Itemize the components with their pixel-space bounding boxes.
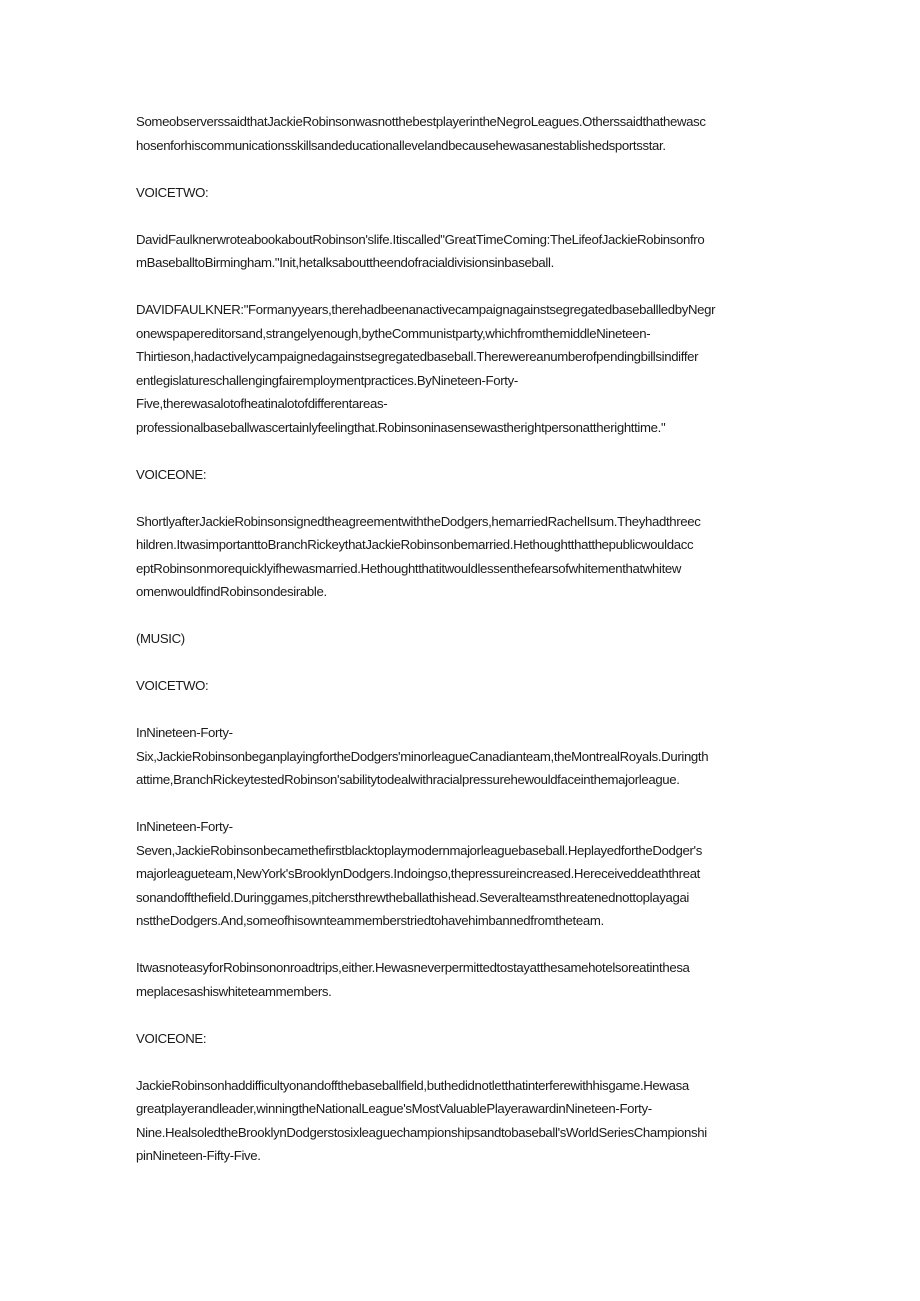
speaker-label [136,181,784,205]
speaker-label [136,674,784,698]
text-line: eptRobinsonmorequicklyifhewasmarried.Hethoughtthatitwouldlessenthefearsofwhitementhatwhitew [136,560,682,576]
text-line: meplacesashiswhiteteammembers. [136,983,332,999]
text-line: onewspapereditorsand,strangelyenough,bytheCommunistparty,whichfromthemiddleNineteen- [136,325,651,341]
speaker-label [136,463,784,487]
text-line: (MUSIC) [136,631,185,646]
text-line: VOICEONE: [136,1030,207,1046]
paragraph [136,228,784,275]
paragraph [136,510,784,604]
text-line: pinNineteen-Fifty-Five. [136,1148,261,1163]
text-line: VOICETWO: [136,678,209,693]
text-line: professionalbaseballwascertainlyfeelingthat.Robinsoninasensewastherightpersonattherighttime." [136,419,666,435]
text-line: Nine.HealsoledtheBrooklynDodgerstosixleaguechampionshipsandtobaseball'sWorldSeriesChampionshi [136,1124,707,1140]
text-line: JackieRobinsonhaddifficultyonandoffthebaseballfield,buthedidnotletthatinterferewithhisgame.Hewasa [136,1077,689,1093]
paragraph [136,956,784,1003]
text-line: nsttheDodgers.And,someofhisownteammemberstriedtohavehimbannedfromtheteam. [136,913,604,928]
text-line: Five,therewasalotofheatinalotofdifferentareas- [136,396,388,411]
text-line: InNineteen-Forty- [136,725,233,740]
text-line: DAVIDFAULKNER:"Formanyyears,therehadbeenanactivecampaignagainstsegregatedbaseballledbyNegr [136,302,716,317]
text-line: hosenforhiscommunicationsskillsandeducationallevelandbecausehewasanestablishedsportsstar. [136,137,666,153]
text-line: entlegislatureschallengingfairemploymentpractices.ByNineteen-Forty- [136,372,518,388]
text-line: omenwouldfindRobinsondesirable. [136,584,327,599]
text-line: DavidFaulknerwroteabookaboutRobinson'slife.Itiscalled"GreatTimeComing:TheLifeofJackieRobinsonfro [136,231,705,247]
text-line: attime,BranchRickeytestedRobinson'sabilitytodealwithracialpressurehewouldfaceinthemajorleague. [136,772,680,787]
paragraph [136,1074,784,1168]
paragraph [136,298,784,439]
text-line: mBaseballtoBirmingham."Init,hetalksabouttheendofracialdivisionsinbaseball. [136,255,554,270]
text-line: sonandoffthefield.Duringgames,pitchersthrewtheballathishead.Severalteamsthreatenednottoplayagai [136,889,690,905]
speaker-label [136,1027,784,1051]
text-line: majorleagueteam,NewYork'sBrooklynDodgers.Indoingso,thepressureincreased.Hereceiveddeaththreat [136,866,700,881]
text-line: ShortlyafterJackieRobinsonsignedtheagreementwiththeDodgers,hemarriedRachelIsum.Theyhadthreec [136,513,701,529]
paragraph [136,721,784,792]
paragraph [136,815,784,933]
text-line: Seven,JackieRobinsonbecamethefirstblacktoplaymodernmajorleaguebaseball.HeplayedfortheDodger's [136,842,702,858]
text-line: ItwasnoteasyforRobinsononroadtrips,either.Hewasneverpermittedtostayatthesamehotelsoreatinthesa [136,960,690,975]
document-body [136,110,784,1191]
text-line: Thirtieson,hadactivelycampaignedagainstsegregatedbaseball.Therewereanumberofpendingbillsindiffer [136,349,699,364]
text-line: VOICETWO: [136,184,209,200]
text-line: SomeobserverssaidthatJackieRobinsonwasnotthebestplayerintheNegroLeagues.Otherssaidthathewasc [136,114,706,129]
stage-direction [136,627,784,651]
paragraph [136,110,784,157]
text-line: Six,JackieRobinsonbeganplayingfortheDodgers'minorleagueCanadianteam,theMontrealRoyals.Duringth [136,748,709,764]
text-line: InNineteen-Forty- [136,819,233,834]
text-line: VOICEONE: [136,466,207,482]
text-line: hildren.ItwasimportanttoBranchRickeythatJackieRobinsonbemarried.Hethoughtthatthepublicwouldacc [136,537,694,552]
text-line: greatplayerandleader,winningtheNationalLeague'sMostValuablePlayerawardinNineteen-Forty- [136,1101,652,1116]
